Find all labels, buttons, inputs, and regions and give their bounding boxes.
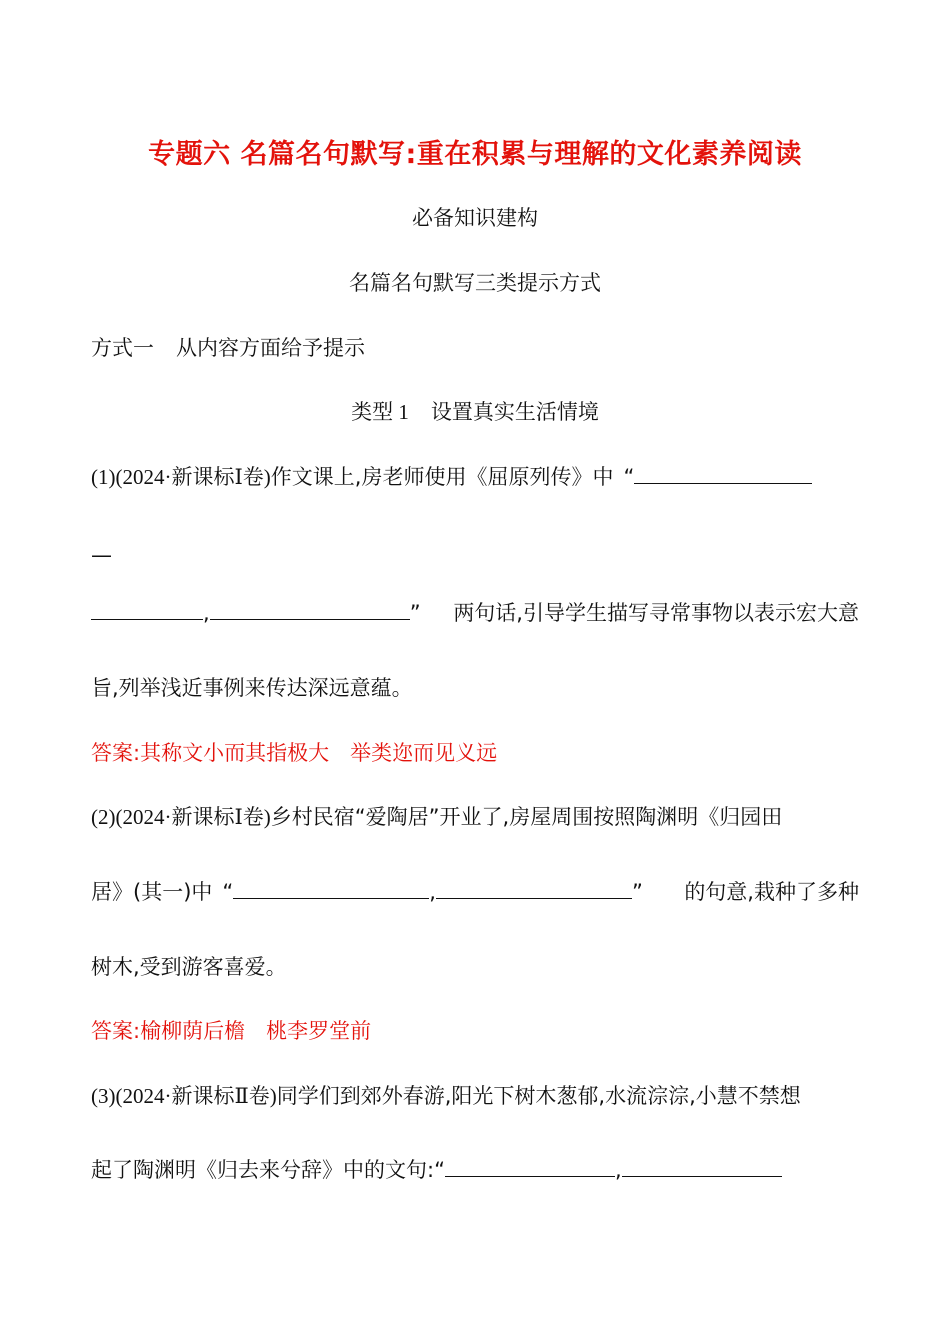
comma-mark: ,: [614, 1158, 622, 1182]
question-1-line-1: [91, 462, 859, 492]
question-3-text: 起了陶渊明《归去来兮辞》中的文句:: [91, 1158, 435, 1182]
question-3-text: 同学们到郊外春游,阳光下树木葱郁,水流淙淙,小慧不禁想: [276, 1084, 801, 1108]
question-2-text: 居》(其一)中: [91, 880, 213, 904]
question-2-answer: 答案:榆柳荫后檐 桃李罗堂前: [91, 1019, 372, 1043]
question-1-answer: 答案:其称文小而其指极大 举类迩而见义远: [91, 741, 498, 765]
question-3-line-2: [91, 1155, 859, 1185]
question-2-text: 乡村民宿“爱陶居”开业了,房屋周围按照陶渊明《归园田: [270, 805, 783, 829]
type-heading: [91, 397, 859, 427]
quote-open: “: [434, 1158, 445, 1182]
question-1-text: 两句话,引导学生描写寻常事物以表示宏大意: [453, 601, 859, 625]
quote-close: ”: [409, 601, 421, 625]
type-label: 类型 1: [351, 400, 409, 424]
question-2-line-1: [91, 802, 859, 832]
answer-blank[interactable]: [622, 1156, 782, 1177]
question-2-text: 的句意,栽种了多种: [684, 880, 859, 904]
method-label: 方式一: [91, 336, 154, 360]
quote-open: “: [623, 465, 635, 489]
question-1-line-3: [91, 598, 859, 628]
page-title: 专题六 名篇名句默写:重在积累与理解的文化素养阅读: [148, 139, 802, 170]
quote-open: “: [222, 880, 234, 904]
dash-mark: —: [91, 543, 112, 567]
question-2-line-3: 树木,受到游客喜爱。: [91, 955, 287, 979]
answer-blank[interactable]: [233, 878, 429, 899]
answer-blank[interactable]: [436, 878, 632, 899]
question-2-line-2: [91, 877, 859, 907]
answer-blank[interactable]: [91, 599, 203, 620]
comma-mark: ,: [429, 880, 436, 904]
question-3-line-1: [91, 1081, 859, 1111]
section-subtitle: 必备知识建构: [412, 206, 538, 230]
type-text: 设置真实生活情境: [430, 400, 599, 424]
question-1-text: 作文课上,房老师使用《屈原列传》中: [270, 465, 614, 489]
question-1-source: (1)(2024·新课标Ⅰ卷): [91, 465, 271, 489]
answer-blank[interactable]: [445, 1156, 615, 1177]
question-2-source: (2)(2024·新课标Ⅰ卷): [91, 805, 271, 829]
section-heading: 名篇名句默写三类提示方式: [349, 271, 601, 295]
answer-blank[interactable]: [210, 599, 410, 620]
comma-mark: ,: [203, 601, 210, 625]
method-text: 从内容方面给予提示: [176, 336, 365, 360]
answer-blank[interactable]: [634, 463, 812, 484]
question-1-line-4: 旨,列举浅近事例来传达深远意蕴。: [91, 676, 413, 700]
question-3-source: (3)(2024·新课标Ⅱ卷): [91, 1084, 277, 1108]
method-heading: [91, 333, 859, 363]
quote-close: ”: [631, 880, 643, 904]
question-1-line-2: [91, 540, 859, 570]
